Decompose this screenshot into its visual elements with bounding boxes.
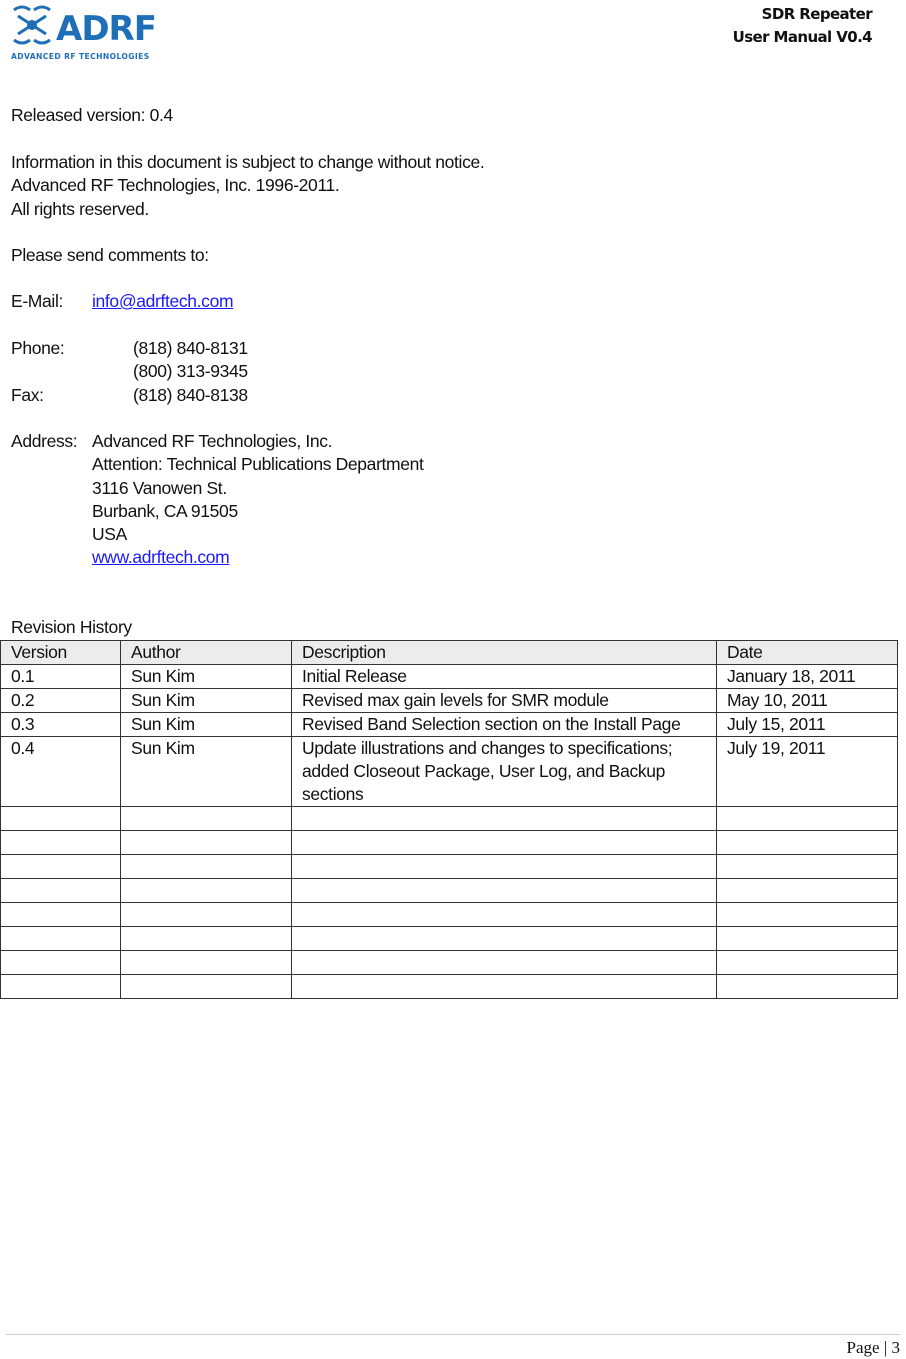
cell-author [121,831,292,855]
revision-history-table [0,640,898,999]
cell-version [1,951,121,975]
cell-description [292,879,717,903]
page-number: Page | 3 [846,1338,900,1357]
phone-label: Phone: [11,338,65,358]
cell-date: July 19, 2011 [717,737,898,807]
notice-line-1: Information in this document is subject to change without notice. [11,152,485,172]
logo-wordmark: ADRF [56,9,156,49]
cell-description [292,927,717,951]
cell-description [292,807,717,831]
cell-version: 0.1 [1,665,121,689]
address-block [11,430,424,570]
cell-description: Update illustrations and changes to specifications; added Closeout Package, User Log, and Backup sections [292,737,717,807]
table-header-row [1,641,898,665]
cell-date [717,975,898,999]
table-row [1,665,898,689]
fax-number: (818) 840-8138 [133,384,248,405]
table-row-empty [1,975,898,999]
header-author: Author [121,641,292,665]
table-row-empty [1,879,898,903]
cell-description [292,975,717,999]
footer-divider [6,1334,900,1335]
table-row-empty [1,831,898,855]
table-row-empty [1,927,898,951]
release-block [11,104,173,127]
cell-version [1,879,121,903]
cell-description: Initial Release [292,665,717,689]
cell-version [1,975,121,999]
address-line-5: USA [92,524,127,545]
header-version: Version [1,641,121,665]
cell-version: 0.2 [1,689,121,713]
cell-date [717,855,898,879]
cell-version [1,807,121,831]
document-header-title [733,3,872,49]
address-line-4: Burbank, CA 91505 [92,500,238,521]
cell-description [292,831,717,855]
table-row [1,713,898,737]
adrf-logo-graphic [10,2,182,62]
table-row-empty [1,855,898,879]
cell-date [717,903,898,927]
fax-label: Fax: [11,384,44,405]
release-version: Released version: 0.4 [11,105,173,125]
cell-version [1,903,121,927]
cell-author [121,903,292,927]
table-row-empty [1,903,898,927]
cell-description [292,951,717,975]
cell-version: 0.4 [1,737,121,807]
manual-version: User Manual V0.4 [732,28,872,46]
table-row [1,737,898,807]
table-row-empty [1,807,898,831]
table-row-empty [1,951,898,975]
cell-author [121,975,292,999]
notice-line-2: Advanced RF Technologies, Inc. 1996-2011. [11,175,340,196]
cell-description [292,855,717,879]
cell-author [121,879,292,903]
cell-author [121,807,292,831]
cell-author [121,951,292,975]
comments-block [11,244,209,267]
cell-date: July 15, 2011 [717,713,898,737]
address-line-2: Attention: Technical Publications Department [92,454,424,475]
logo-tagline: ADVANCED RF TECHNOLOGIES [11,52,150,61]
address-line-3: 3116 Vanowen St. [92,477,227,498]
cell-date [717,951,898,975]
cell-author [121,927,292,951]
cell-date: May 10, 2011 [717,689,898,713]
phone-number-2: (800) 313-9345 [133,361,248,382]
cell-version [1,855,121,879]
cell-date [717,879,898,903]
email-label: E-Mail: [11,291,63,311]
notice-line-3: All rights reserved. [11,198,149,219]
cell-description: Revised max gain levels for SMR module [292,689,717,713]
header-date: Date [717,641,898,665]
cell-author: Sun Kim [121,665,292,689]
email-block [11,290,233,313]
revision-history-title: Revision History [11,617,132,637]
cell-version: 0.3 [1,713,121,737]
product-name: SDR Repeater [761,5,872,23]
cell-version [1,831,121,855]
cell-version [1,927,121,951]
email-link[interactable]: info@adrftech.com [92,291,234,311]
cell-date [717,831,898,855]
adrf-logo [10,2,182,62]
phone-fax-block [11,337,248,407]
cell-description [292,903,717,927]
cell-date [717,807,898,831]
table-row [1,689,898,713]
cell-description: Revised Band Selection section on the Install Page [292,713,717,737]
header-description: Description [292,641,717,665]
cell-author: Sun Kim [121,737,292,807]
cell-author [121,855,292,879]
website-link[interactable]: www.adrftech.com [92,547,230,568]
cell-author: Sun Kim [121,689,292,713]
cell-author: Sun Kim [121,713,292,737]
cell-date: January 18, 2011 [717,665,898,689]
address-label: Address: [11,431,78,451]
cell-date [717,927,898,951]
address-line-1: Advanced RF Technologies, Inc. [92,431,333,451]
comments-line: Please send comments to: [11,245,209,265]
phone-number-1: (818) 840-8131 [133,338,248,358]
notice-block [11,151,484,221]
